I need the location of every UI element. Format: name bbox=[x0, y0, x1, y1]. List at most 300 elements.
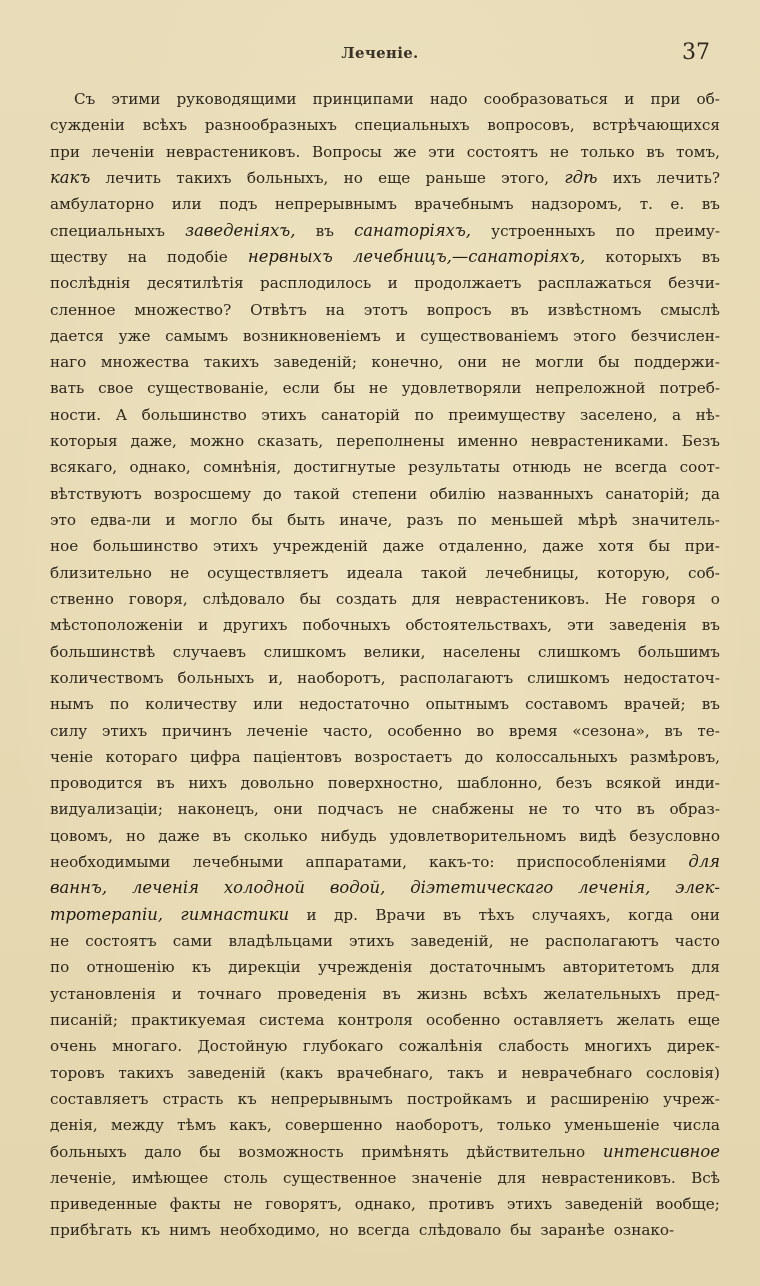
word: возникновеніемъ bbox=[242, 326, 381, 345]
word: нимъ bbox=[169, 1221, 211, 1240]
word: леченіе, bbox=[50, 1168, 117, 1187]
word: лечить bbox=[105, 168, 162, 187]
word: котораго bbox=[105, 747, 178, 766]
word: потреб- bbox=[659, 379, 720, 398]
text-line bbox=[50, 981, 720, 1007]
word: такихъ bbox=[176, 168, 232, 187]
word: ихъ bbox=[612, 168, 642, 187]
word: только bbox=[580, 142, 635, 161]
emphasized-word: лечебницъ,—санаторіяхъ, bbox=[352, 246, 586, 266]
word: всѣхъ bbox=[142, 116, 188, 135]
word: образ- bbox=[669, 800, 720, 819]
word: желательныхъ bbox=[543, 984, 661, 1003]
word: въ bbox=[156, 774, 175, 793]
word: большинство bbox=[141, 405, 247, 424]
word: ченіе bbox=[50, 747, 93, 766]
word: для bbox=[411, 589, 441, 608]
word: отнюдь bbox=[512, 458, 571, 477]
word: Всѣ bbox=[691, 1168, 720, 1187]
word: подчасъ bbox=[317, 800, 384, 819]
word: всякой bbox=[605, 774, 662, 793]
word: едва-ли bbox=[90, 511, 152, 529]
word: всегда bbox=[614, 458, 668, 477]
word: встрѣчающихся bbox=[592, 116, 720, 135]
word: не bbox=[169, 563, 190, 582]
word: состоятъ bbox=[466, 142, 539, 161]
word: и bbox=[497, 1063, 508, 1082]
word: этихъ bbox=[261, 405, 307, 424]
emphasized-word: діэтетическаго bbox=[410, 878, 554, 898]
word: Отвѣтъ bbox=[250, 300, 307, 319]
word: факты bbox=[169, 1195, 221, 1214]
word: контроля bbox=[337, 1010, 413, 1029]
word: сленное bbox=[50, 300, 116, 319]
text-line bbox=[50, 612, 720, 638]
word: и bbox=[624, 90, 635, 108]
word: (какъ bbox=[279, 1063, 324, 1082]
word: Врачи bbox=[375, 905, 426, 924]
word: наоборотъ, bbox=[395, 1116, 484, 1135]
word: возросшему bbox=[153, 484, 252, 503]
running-title: Леченіе. bbox=[341, 44, 419, 62]
text-line bbox=[50, 586, 720, 612]
word: значитель- bbox=[631, 511, 720, 529]
word: не bbox=[549, 142, 569, 161]
word: врачей; bbox=[624, 695, 686, 714]
word: еще bbox=[687, 1010, 720, 1029]
text-line bbox=[50, 191, 720, 217]
word: существенное bbox=[282, 1168, 397, 1187]
word: составомъ bbox=[525, 695, 608, 714]
word: преиму- bbox=[655, 221, 720, 240]
word: уменьшеніе bbox=[564, 1116, 660, 1135]
word: состоятъ bbox=[85, 932, 157, 950]
word: заведеній bbox=[564, 1195, 644, 1214]
text-line bbox=[50, 323, 720, 349]
word: и bbox=[395, 326, 406, 345]
word: ное bbox=[50, 537, 79, 556]
word: создать bbox=[335, 589, 397, 608]
word: вообще; bbox=[655, 1195, 720, 1214]
word: расплажаться bbox=[537, 274, 652, 293]
word: велики, bbox=[363, 642, 426, 661]
word: преимуществу bbox=[448, 405, 566, 424]
word: дѣйствительно bbox=[466, 1142, 586, 1161]
word: учрежденій bbox=[272, 537, 368, 556]
word: необходимыми bbox=[50, 853, 171, 872]
word: больныхъ bbox=[50, 1142, 127, 1161]
word: къ bbox=[237, 1089, 257, 1108]
word: въ bbox=[315, 221, 334, 240]
word: количеству bbox=[145, 695, 237, 714]
word: больныхъ bbox=[177, 668, 255, 687]
text-line bbox=[50, 1165, 720, 1191]
text-line bbox=[50, 112, 720, 138]
word: о bbox=[710, 589, 720, 608]
word: заведеній bbox=[187, 1063, 266, 1082]
word: бы bbox=[199, 1142, 221, 1161]
word: слабость bbox=[498, 1037, 569, 1056]
word: въ bbox=[510, 300, 529, 319]
word: неврастениковъ. bbox=[455, 589, 590, 608]
word: такихъ bbox=[203, 353, 260, 372]
word: по bbox=[457, 511, 477, 529]
word: бы bbox=[598, 353, 620, 372]
word: заранѣе bbox=[540, 1221, 605, 1240]
word: числа bbox=[672, 1116, 720, 1135]
word: на bbox=[325, 300, 345, 319]
word: санаторій; bbox=[605, 484, 690, 503]
word: большинствѣ bbox=[50, 642, 156, 661]
word: столь bbox=[223, 1168, 268, 1187]
word: глубокаго bbox=[302, 1037, 384, 1056]
word: слѣдовало bbox=[418, 1221, 502, 1240]
word: самымъ bbox=[165, 326, 229, 345]
word: которыя bbox=[50, 432, 118, 451]
word: всегда bbox=[357, 1221, 410, 1240]
word: и bbox=[526, 1089, 537, 1108]
word: многихъ bbox=[584, 1037, 652, 1056]
word: въ bbox=[701, 195, 720, 214]
text-line bbox=[50, 533, 720, 559]
word: во bbox=[476, 721, 495, 740]
word: цовомъ, bbox=[50, 826, 113, 845]
word: десятилѣтія bbox=[146, 274, 244, 293]
word: мѣрѣ bbox=[577, 511, 618, 529]
word: инди- bbox=[675, 774, 720, 793]
word: непреложной bbox=[535, 379, 646, 398]
word: примѣнять bbox=[361, 1142, 449, 1161]
word: именно bbox=[457, 432, 518, 451]
word: степени bbox=[352, 484, 418, 503]
word: то bbox=[562, 800, 580, 819]
word: значеніе bbox=[411, 1168, 483, 1187]
word: учрежденія bbox=[317, 958, 413, 977]
word: соб- bbox=[688, 563, 720, 582]
word: для bbox=[691, 958, 720, 977]
word: непрерывнымъ bbox=[270, 1089, 393, 1108]
word: др. bbox=[334, 905, 358, 924]
word: да bbox=[701, 484, 720, 503]
text-line bbox=[50, 481, 720, 507]
emphasized-word: тротерапіи, bbox=[50, 904, 163, 924]
word: результаты bbox=[408, 458, 500, 477]
word: не bbox=[50, 932, 70, 950]
word: даже bbox=[542, 537, 584, 556]
word: но bbox=[329, 1221, 349, 1240]
word: соот- bbox=[679, 458, 720, 477]
word: если bbox=[282, 379, 320, 398]
word: вопросовъ, bbox=[487, 116, 575, 135]
word: колоссальныхъ bbox=[495, 747, 618, 766]
text-line bbox=[50, 1139, 720, 1165]
word: система bbox=[259, 1010, 325, 1029]
word: противъ bbox=[428, 1195, 495, 1214]
text-line bbox=[50, 349, 720, 375]
word: торовъ bbox=[50, 1063, 105, 1082]
text-line bbox=[50, 1191, 720, 1217]
word: сужденіи bbox=[50, 116, 125, 135]
text-line bbox=[50, 1086, 720, 1112]
word: дается bbox=[50, 326, 104, 345]
emphasized-word: холодной bbox=[223, 878, 305, 898]
word: цифра bbox=[190, 747, 241, 766]
word: такихъ bbox=[118, 1063, 174, 1082]
word: не bbox=[583, 458, 603, 477]
word: подобіе bbox=[167, 247, 228, 266]
word: А bbox=[115, 405, 128, 424]
word: заведеній, bbox=[410, 932, 494, 950]
word: въ bbox=[636, 800, 655, 819]
word: какъ-то: bbox=[428, 853, 495, 872]
word: не bbox=[509, 932, 529, 950]
word: наго bbox=[50, 353, 87, 372]
text-line bbox=[50, 86, 720, 112]
word: постройкамъ bbox=[406, 1089, 513, 1108]
word: въ bbox=[442, 905, 462, 924]
word: Вопросы bbox=[311, 142, 382, 161]
word: всякаго, bbox=[50, 458, 118, 477]
word: до bbox=[263, 484, 282, 503]
word: могли bbox=[535, 353, 584, 372]
word: однако, bbox=[129, 458, 191, 477]
word: для bbox=[497, 1168, 527, 1187]
word: идеала bbox=[346, 563, 403, 582]
word: отношенію bbox=[86, 958, 175, 977]
word: что bbox=[594, 800, 622, 819]
word: тѣмъ bbox=[177, 1116, 217, 1135]
word: населены bbox=[442, 642, 521, 661]
word: прибѣгать bbox=[50, 1221, 132, 1240]
word: е. bbox=[670, 195, 685, 214]
word: они bbox=[273, 800, 303, 819]
word: этихъ bbox=[101, 721, 148, 740]
word: при- bbox=[684, 537, 720, 556]
word: ознако- bbox=[613, 1221, 675, 1240]
word: тѣхъ bbox=[478, 905, 515, 924]
word: къ bbox=[140, 1221, 161, 1240]
word: или bbox=[171, 195, 202, 214]
text-line bbox=[50, 770, 720, 796]
word: и bbox=[306, 905, 317, 924]
word: писаній; bbox=[50, 1010, 119, 1029]
word: устроенныхъ bbox=[491, 221, 596, 240]
text-line bbox=[50, 1033, 720, 1059]
text-line bbox=[50, 1007, 720, 1033]
emphasized-word: водой, bbox=[329, 878, 386, 898]
word: ществу bbox=[50, 247, 108, 266]
word: не bbox=[501, 353, 521, 372]
word: дало bbox=[144, 1142, 182, 1161]
word: заселено, bbox=[579, 405, 658, 424]
word: леченіи bbox=[91, 142, 155, 161]
text-line bbox=[50, 1217, 720, 1243]
word: располагаютъ bbox=[545, 932, 659, 950]
word: возможность bbox=[238, 1142, 344, 1161]
emphasized-word: элек- bbox=[675, 878, 720, 898]
word: еще bbox=[378, 168, 411, 187]
word: же bbox=[393, 142, 417, 161]
word: существованіемъ bbox=[420, 326, 559, 345]
word: могло bbox=[189, 511, 238, 529]
text-line bbox=[50, 691, 720, 717]
word: по bbox=[414, 405, 434, 424]
running-head bbox=[0, 40, 760, 70]
word: приспособленіями bbox=[516, 853, 667, 872]
word: лечебными bbox=[192, 853, 284, 872]
word: врачебнаго, bbox=[336, 1063, 434, 1082]
word: сожалѣнія bbox=[398, 1037, 483, 1056]
word: уже bbox=[118, 326, 151, 345]
word: паціентовъ bbox=[253, 747, 342, 766]
word: иначе, bbox=[339, 511, 393, 529]
word: Не bbox=[604, 589, 627, 608]
word: между bbox=[110, 1116, 164, 1135]
word: такъ bbox=[447, 1063, 484, 1082]
word: неврастениковъ. bbox=[166, 142, 301, 161]
word: видуализаціи; bbox=[50, 800, 163, 819]
text-line bbox=[50, 823, 720, 849]
word: вать bbox=[50, 379, 85, 398]
word: об- bbox=[696, 90, 720, 108]
word: составляетъ bbox=[50, 1089, 149, 1108]
word: по bbox=[109, 695, 130, 714]
text-line bbox=[50, 507, 720, 533]
text-line bbox=[50, 270, 720, 296]
emphasized-word: санаторіяхъ, bbox=[354, 220, 471, 240]
word: санаторій bbox=[321, 405, 401, 424]
text-line bbox=[50, 560, 720, 586]
word: отдаленно, bbox=[438, 537, 528, 556]
word: наконецъ, bbox=[177, 800, 259, 819]
word: множество? bbox=[134, 300, 232, 319]
word: въ bbox=[664, 721, 683, 740]
word: «сезона», bbox=[572, 721, 650, 740]
emphasized-word: ваннъ, bbox=[50, 878, 108, 898]
word: опытнымъ bbox=[425, 695, 510, 714]
word: точнаго bbox=[197, 984, 262, 1003]
word: дирек- bbox=[667, 1037, 720, 1056]
word: которую, bbox=[597, 563, 670, 582]
word: по bbox=[615, 221, 635, 240]
word: обилію bbox=[429, 484, 486, 503]
word: въ bbox=[646, 142, 665, 161]
word: недостаточно bbox=[299, 695, 410, 714]
emphasized-word: какъ bbox=[50, 167, 91, 187]
word: нихъ bbox=[188, 774, 227, 793]
word: непрерывнымъ bbox=[274, 195, 397, 214]
word: при bbox=[50, 142, 80, 161]
text-line bbox=[50, 218, 720, 244]
word: даже bbox=[382, 537, 425, 556]
word: врачебнымъ bbox=[414, 195, 514, 214]
word: и bbox=[165, 511, 176, 529]
word: нибудь bbox=[320, 826, 377, 845]
word: время bbox=[508, 721, 558, 740]
word: поверхностно, bbox=[327, 774, 444, 793]
word: нѣ- bbox=[695, 405, 720, 424]
word: большинство bbox=[92, 537, 199, 556]
word: побочныхъ bbox=[302, 616, 391, 635]
word: смыслѣ bbox=[660, 300, 720, 319]
word: владѣльцами bbox=[228, 932, 333, 950]
text-line bbox=[50, 796, 720, 822]
word: до bbox=[464, 747, 484, 766]
text-line bbox=[50, 875, 720, 901]
word: достаточнымъ bbox=[429, 958, 546, 977]
word: или bbox=[253, 695, 283, 714]
text-line bbox=[50, 1112, 720, 1138]
word: какъ, bbox=[229, 1116, 272, 1135]
word: только bbox=[497, 1116, 552, 1135]
word: количествомъ bbox=[50, 668, 164, 687]
word: бы bbox=[333, 379, 355, 398]
word: но bbox=[125, 826, 146, 845]
word: ственно bbox=[50, 589, 114, 608]
word: дирекціи bbox=[228, 958, 301, 977]
word: шаблонно, bbox=[456, 774, 543, 793]
word: не bbox=[233, 1195, 253, 1214]
word: т. bbox=[639, 195, 653, 214]
word: страсть bbox=[162, 1089, 224, 1108]
word: возростаетъ bbox=[354, 747, 453, 766]
word: даже, bbox=[130, 432, 177, 451]
word: когда bbox=[628, 905, 674, 924]
word: сообразоваться bbox=[483, 90, 609, 108]
word: надзоромъ, bbox=[531, 195, 623, 214]
word: сословія) bbox=[646, 1063, 720, 1082]
word: близительно bbox=[50, 563, 152, 582]
word: пред- bbox=[676, 984, 720, 1003]
word: говоря, bbox=[128, 589, 188, 608]
word: сомнѣнія, bbox=[203, 458, 282, 477]
word: которыхъ bbox=[605, 247, 682, 266]
word: этихъ bbox=[506, 1195, 553, 1214]
word: Безъ bbox=[681, 432, 720, 451]
word: къ bbox=[191, 958, 212, 977]
word: а bbox=[672, 405, 682, 424]
word: бы bbox=[251, 511, 273, 529]
word: этихъ bbox=[349, 932, 395, 950]
emphasized-word: гимнастики bbox=[180, 904, 290, 924]
word: переполнены bbox=[336, 432, 445, 451]
page-number: 37 bbox=[682, 40, 710, 65]
word: большимъ bbox=[638, 642, 720, 661]
word: это bbox=[50, 511, 77, 529]
word: можно bbox=[189, 432, 245, 451]
text-line bbox=[50, 744, 720, 770]
word: такой bbox=[420, 563, 468, 582]
word: слишкомъ bbox=[537, 642, 621, 661]
text-line bbox=[50, 454, 720, 480]
word: нымъ bbox=[50, 695, 94, 714]
word: этотъ bbox=[363, 300, 408, 319]
word: безчислен- bbox=[631, 326, 720, 345]
word: совершенно bbox=[284, 1116, 383, 1135]
word: и bbox=[198, 616, 209, 635]
word: имѣющее bbox=[131, 1168, 209, 1187]
word: лечебницы, bbox=[485, 563, 579, 582]
word: существованіе, bbox=[147, 379, 269, 398]
word: безъ bbox=[556, 774, 593, 793]
word: денія, bbox=[50, 1116, 98, 1135]
word: приведенные bbox=[50, 1195, 158, 1214]
word: слишкомъ bbox=[263, 642, 347, 661]
word: въ bbox=[212, 826, 231, 845]
word: заведеній; bbox=[273, 353, 357, 372]
word: сколько bbox=[243, 826, 308, 845]
word: принципами bbox=[312, 90, 414, 108]
